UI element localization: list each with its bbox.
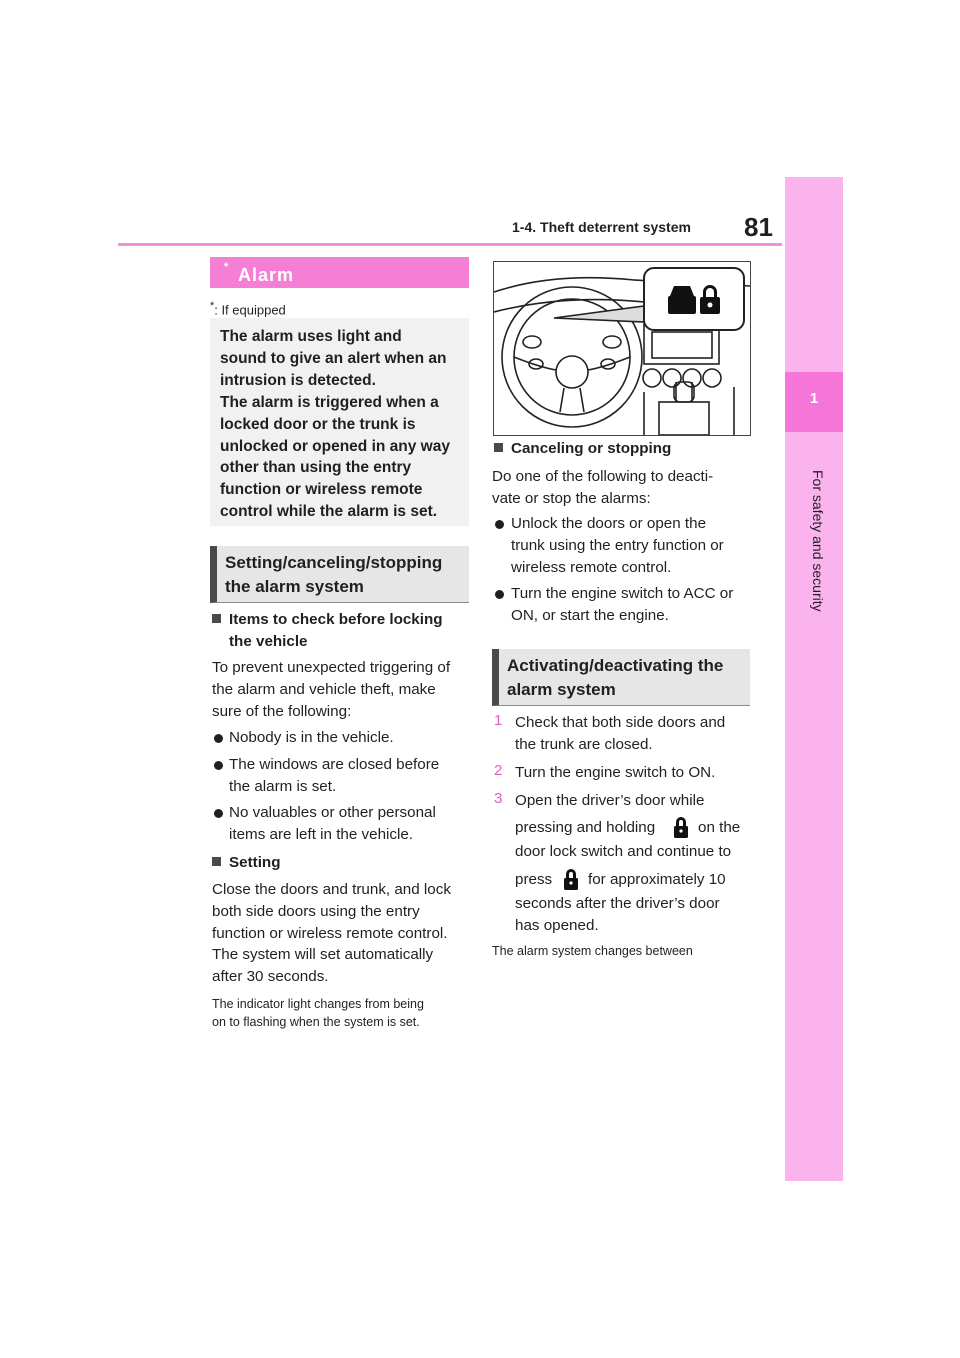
setting-line: function or wireless remote control. [212,924,448,942]
bullet-icon [495,590,504,599]
list-item-line: trunk using the entry function or [511,536,724,554]
list-item-line: ON, or start the engine. [511,606,669,624]
page-number: 81 [744,212,773,242]
list-item-line: No valuables or other personal [229,804,436,821]
intro-line: intrusion is detected. [220,371,376,389]
bottom-note: The alarm system changes between [492,944,693,958]
activating-heading-line: alarm system [507,680,616,699]
setting-heading [210,546,469,603]
bullet-icon [214,809,223,818]
footnote-text: : If equipped [214,302,286,318]
dashboard-illustration [493,261,751,436]
list-item-line: the alarm is set. [229,777,337,795]
list-item-line: wireless remote control. [511,558,672,576]
square-bullet-icon [212,857,221,866]
canceling-label [494,438,671,460]
intro-line: locked door or the trunk is [220,415,416,433]
list-item [229,727,394,749]
intro-line: unlocked or opened in any way [220,437,450,455]
items-heading-line: the vehicle [229,632,308,650]
step-number: 2 [494,762,503,779]
list-item [511,513,724,578]
list-item-line: items are left in the vehicle. [229,825,414,843]
step-line: pressing and holding [515,819,656,836]
step-number: 3 [494,790,503,807]
intro-line: other than using the entry [220,459,412,477]
items-intro-line: the alarm and vehicle theft, make [212,680,436,698]
step-text [515,762,715,784]
setting-line: Close the doors and trunk, and lock [212,881,451,898]
step-line: Open the driver’s door while [515,792,705,809]
setting-paragraph [212,879,451,988]
header-divider [118,243,782,246]
footnote-mark: * [210,300,215,312]
setting-note-line: on to flashing when the system is set. [212,1015,420,1029]
footnote [210,300,286,317]
activating-heading-line: Activating/deactivating the [507,656,724,675]
square-bullet-icon [494,443,503,452]
intro-box [210,318,469,526]
intro-line: sound to give an alert when an [220,349,447,367]
list-item-line: Turn the engine switch to ACC or [511,585,734,602]
setting-note-line: The indicator light changes from being [212,997,424,1011]
intro-line: function or wireless remote [220,481,423,499]
chapter-title: For safety and security [810,470,826,612]
canceling-label-text: Canceling or stopping [511,440,672,457]
step-line: press [515,871,553,888]
list-item-line: The windows are closed before [229,756,440,773]
items-intro-line: sure of the following: [212,702,352,720]
step-text [515,712,725,756]
step-number: 1 [494,712,503,729]
setting-line: The system will set automatically [212,946,434,964]
setting-heading-line: the alarm system [225,577,364,596]
items-heading-line: Items to check before locking [229,611,443,628]
alarm-heading-mark: * [224,261,230,273]
setting-label-text: Setting [229,854,281,871]
list-item-line: Nobody is in the vehicle. [229,729,394,746]
setting-heading-line: Setting/canceling/stopping [225,553,443,572]
setting-line: both side doors using the entry [212,902,420,920]
items-heading [212,609,443,653]
door-lock-switch-icon [671,816,691,838]
intro-line: The alarm uses light and [220,328,402,345]
canceling-intro [492,466,713,510]
door-lock-switch-icon [561,868,581,890]
list-item [511,583,733,627]
step-line: Check that both side doors and [515,714,726,731]
intro-line: The alarm is triggered when a [220,393,439,411]
step-line: seconds after the driver’s door [515,895,720,912]
step-line: on the [698,819,741,836]
items-intro [212,657,450,722]
canceling-intro-line: Do one of the following to deacti- [492,468,714,485]
canceling-intro-line: vate or stop the alarms: [492,489,651,507]
section-title: 1-4. Theft deterrent system [512,219,691,235]
list-item [229,754,439,798]
setting-line: after 30 seconds. [212,968,329,986]
list-item [229,802,436,846]
items-intro-line: To prevent unexpected triggering of [212,659,451,676]
square-bullet-icon [212,614,221,623]
step-line: for approximately 10 [588,871,726,888]
step-line: the trunk are closed. [515,735,653,753]
bullet-icon [214,761,223,770]
activating-heading [492,649,750,706]
list-item-line: Unlock the doors or open the [511,515,707,532]
setting-label [212,852,280,874]
bullet-icon [214,734,223,743]
step-line: Turn the engine switch to ON. [515,764,716,781]
intro-line: control while the alarm is set. [220,503,438,521]
step-line: has opened. [515,917,599,934]
setting-note [212,995,424,1031]
step-line: door lock switch and continue to [515,843,732,860]
dashboard-illustration-icon [494,262,750,435]
alarm-heading-text: Alarm [238,265,295,285]
chapter-number: 1 [809,390,819,407]
bullet-icon [495,520,504,529]
alarm-heading [210,257,469,288]
